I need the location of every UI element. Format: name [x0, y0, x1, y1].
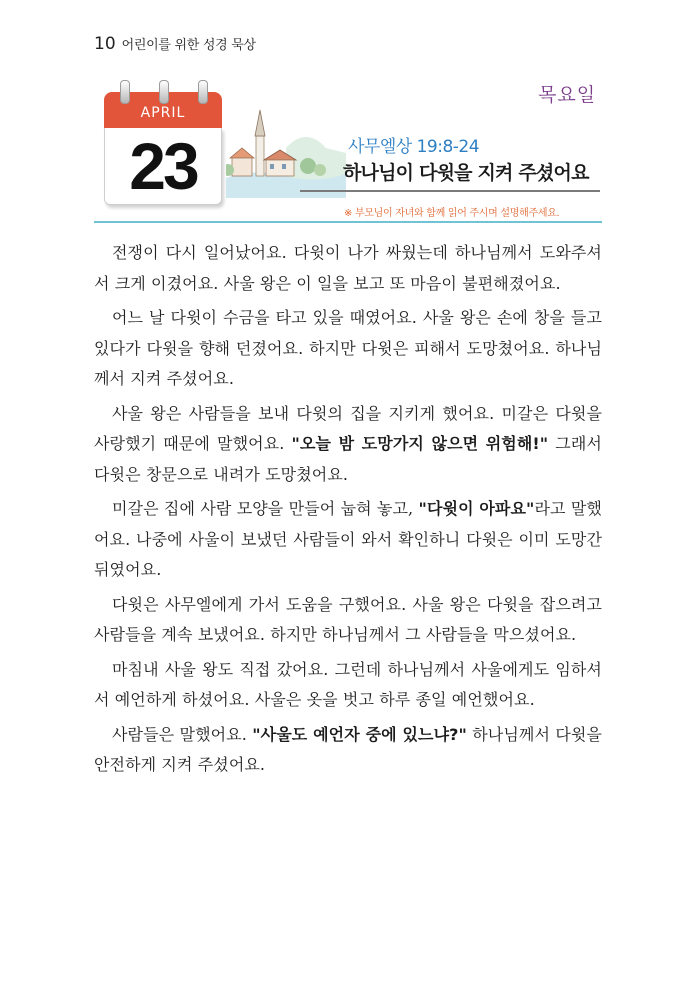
town-illustration — [226, 108, 346, 198]
quote-text: "오늘 밤 도망가지 않으면 위험해!" — [291, 434, 549, 453]
calendar-ring-icon — [120, 80, 130, 104]
story-body — [94, 238, 602, 785]
title-divider — [300, 190, 600, 192]
quote-text: "사울도 예언자 중에 있느냐?" — [252, 724, 467, 744]
calendar-icon — [104, 86, 222, 208]
paragraph: 전쟁이 다시 일어났어요. 다윗이 나가 싸웠는데 하나님께서 도와주셔서 크게 이겼어요. 사울 왕은 이 일을 보고 또 마음이 불편해졌어요. — [94, 243, 602, 293]
calendar-page — [104, 128, 222, 205]
lesson-title: 하나님이 다윗을 지켜 주셨어요 — [343, 162, 589, 184]
paragraph — [94, 494, 602, 586]
scripture-reference: 사무엘상 19:8-24 — [348, 137, 480, 157]
paragraph-text: 사울 왕은 사람들을 보내 다윗의 집을 지키게 했어요. 미갈은 다윗을 사랑했기 때문에 말했어요. — [94, 403, 602, 453]
weekday-label: 목요일 — [538, 84, 597, 106]
paragraph-text: 하나님께서 다윗을 안전하게 지켜 주셨어요. — [94, 724, 602, 774]
running-header — [94, 34, 256, 54]
calendar-day: 23 — [129, 129, 197, 203]
calendar-ring-icon — [159, 80, 169, 104]
header-divider — [94, 221, 602, 223]
paragraph-text: 그래서 다윗은 창문으로 내려가 도망쳤어요. — [94, 434, 602, 484]
paragraph: 마침내 사울 왕도 직접 갔어요. 그런데 하나님께서 사울에게도 임하셔서 예언하게 하셨어요. 사울은 옷을 벗고 하루 종일 예언했어요. — [94, 659, 602, 709]
paragraph — [94, 720, 602, 781]
running-title: 어린이를 위한 성경 묵상 — [121, 38, 256, 53]
paragraph: 어느 날 다윗이 수금을 타고 있을 때였어요. 사울 왕은 손에 창을 들고 있다가 다윗을 향해 던졌어요. 하지만 다윗은 피해서 도망쳤어요. 하나님께서 지켜 주셨어요. — [94, 308, 602, 388]
calendar-month: APRIL — [104, 92, 222, 128]
paragraph — [94, 399, 602, 491]
paragraph-text: 사람들은 말했어요. — [112, 724, 253, 744]
paragraph-text: 라고 말했어요. 나중에 사울이 보냈던 사람들이 와서 확인하니 다윗은 이미 도망간 뒤였어요. — [94, 499, 602, 579]
parent-note: ※ 부모님이 자녀와 함께 읽어 주시며 설명해주세요. — [344, 208, 560, 219]
quote-text: "다윗이 아파요" — [418, 499, 535, 518]
page-number: 10 — [94, 34, 116, 54]
paragraph-text: 미갈은 집에 사람 모양을 만들어 눕혀 놓고, — [112, 499, 419, 518]
calendar-ring-icon — [198, 80, 208, 104]
paragraph: 다윗은 사무엘에게 가서 도움을 구했어요. 사울 왕은 다윗을 잡으려고 사람들을 계속 보냈어요. 하지만 하나님께서 그 사람들을 막으셨어요. — [94, 594, 602, 644]
